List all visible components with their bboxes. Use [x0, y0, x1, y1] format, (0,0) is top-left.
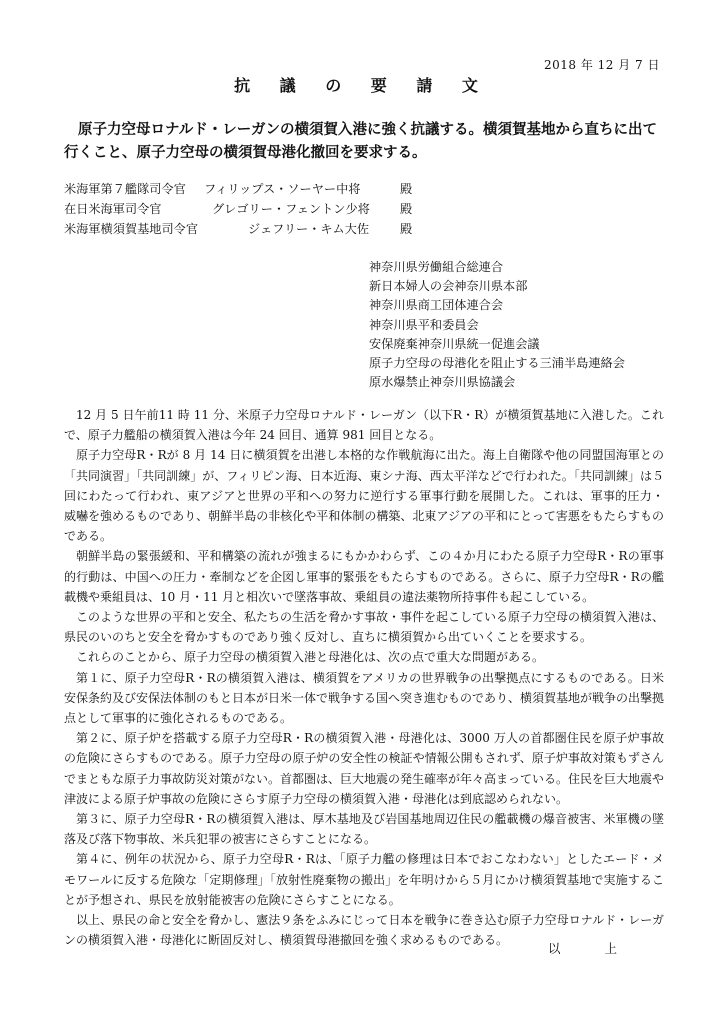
document-date: 2018 年 12 月 7 日 — [543, 58, 660, 72]
addressee-item — [64, 199, 664, 219]
body-paragraph: 第２に、原子炉を搭載する原子力空母R・Rの横須賀入港・母港化は、3000 万人の首都圏住民を原子炉事故の危険にさらすものである。原子力空母の原子炉の安全性の検証や情報公開もされず、原子炉事故対策もずさんでまともな原子力事故防災対策がない。首都圏は、巨大地震の発生確率が年々高まっている。住民を巨大地震や津波による原子炉事故の危険にさらす原子力空母の横須賀入港・母港化は到底認められない。 — [64, 731, 665, 806]
body-paragraph: 第１に、原子力空母R・Rの横須賀入港は、横須賀をアメリカの世界戦争の出撃拠点にするものである。日米安保条約及び安保法体制のもと日本が日米一体で戦争する国へ突き進むものであり、横須賀基地が戦争の出撃拠点として軍事的に強化されるものである。 — [64, 670, 665, 726]
sender-item: 原子力空母の母港化を阻止する三浦半島連絡会 — [369, 356, 625, 371]
document-title: 抗 議 の 要 請 文 — [234, 76, 490, 95]
addressee-person: グレゴリー・フェントン少将 — [212, 202, 370, 216]
sender-item: 神奈川県平和委員会 — [369, 317, 479, 332]
addressee-list — [64, 179, 664, 239]
body-paragraph: 以上、県民の命と安全を脅かし、憲法９条をふみにじって日本を戦争に巻き込む原子力空母ロナルド・レーガンの横須賀入港・母港化に断固反対し、横須賀母港撤回を強く求めるものである。 — [64, 913, 664, 948]
body-text — [64, 405, 664, 950]
sender-list — [369, 258, 625, 392]
addressee-person: フィリップス・ソーヤー中将 — [204, 182, 361, 196]
addressee-honorific: 殿 — [400, 222, 413, 236]
body-paragraph: このような世界の平和と安全、私たちの生活を脅かす事故・事件を起こしている原子力空母の横須賀入港は、県民のいのちと安全を脅かすものであり強く反対し、直ちに横須賀から出ていくことを要求する。 — [64, 610, 665, 645]
sender-item: 原水爆禁止神奈川県協議会 — [369, 375, 516, 390]
addressee-person: ジェフリー・キム大佐 — [248, 222, 370, 236]
sender-item: 新日本婦人の会神奈川県本部 — [369, 279, 528, 294]
addressee-org: 米海軍横須賀基地司令官 — [64, 222, 199, 236]
body-paragraph: 原子力空母R・Rが 8 月 14 日に横須賀を出港し本格的な作戦航海に出た。海上自衛隊や他の同盟国海軍との「共同演習」「共同訓練」が、フィリピン海、日本近海、東シナ海、西太平洋などで行われた。「共同訓練」は５回にわたって行われ、東アジアと世界の平和への努力に逆行する軍事行動を展開した。これは、軍事的圧力・威嚇を強めるものであり、朝鮮半島の非核化や平和体制の構築、北東アジアの平和にとって害悪をもたらすものである。 — [64, 448, 664, 544]
addressee-item — [64, 219, 664, 239]
addressee-item — [64, 179, 664, 199]
body-paragraph: 朝鮮半島の緊張緩和、平和構築の流れが強まるにもかかわらず、この４か月にわたる原子力空母R・Rの軍事的行動は、中国への圧力・牽制などを企図し軍事的緊張をもたらすものである。さらに、原子力空母R・Rの艦載機や乗組員は、10 月・11 月と相次いで墜落事故、乗組員の違法薬物所持事件も起こしている。 — [64, 549, 664, 604]
body-paragraph: 12 月 5 日午前11 時 11 分、米原子力空母ロナルド・レーガン（以下R・R）が横須賀基地に入港した。これで、原子力艦船の横須賀入港は今年 24 回目、通算 981 回目となる。 — [64, 408, 664, 443]
body-paragraph: 第４に、例年の状況から、原子力空母R・Rは、「原子力艦の修理は日本でおこなわない」としたエード・メモワールに反する危険な「定期修理」「放射性廃棄物の搬出」を年明けから５月にかけ横須賀基地で実施することが予想され、県民を放射能被害の危険にさらすことになる。 — [64, 852, 664, 907]
sender-item: 神奈川県労働組合総連合 — [369, 260, 504, 274]
body-paragraph: 第３に、原子力空母R・Rの横須賀入港は、厚木基地及び岩国基地周辺住民の艦載機の爆音被害、米軍機の墜落及び落下物事故、米兵犯罪の被害にさらすことになる。 — [64, 812, 664, 847]
closing-mark: 以 上 — [548, 941, 637, 956]
headline: 原子力空母ロナルド・レーガンの横須賀入港に強く抗議する。横須賀基地から直ちに出て行くこと、原子力空母の横須賀母港化撤回を要求する。 — [64, 121, 657, 161]
sender-item: 神奈川県商工団体連合会 — [369, 298, 504, 313]
addressee-honorific: 殿 — [400, 182, 413, 196]
addressee-org: 米海軍第７艦隊司令官 — [64, 182, 186, 196]
addressee-org: 在日米海軍司令官 — [64, 202, 162, 216]
body-paragraph: これらのことから、原子力空母の横須賀入港と母港化は、次の点で重大な問題がある。 — [76, 650, 545, 665]
sender-item: 安保廃棄神奈川県統一促進会議 — [369, 336, 540, 351]
addressee-honorific: 殿 — [400, 202, 413, 216]
